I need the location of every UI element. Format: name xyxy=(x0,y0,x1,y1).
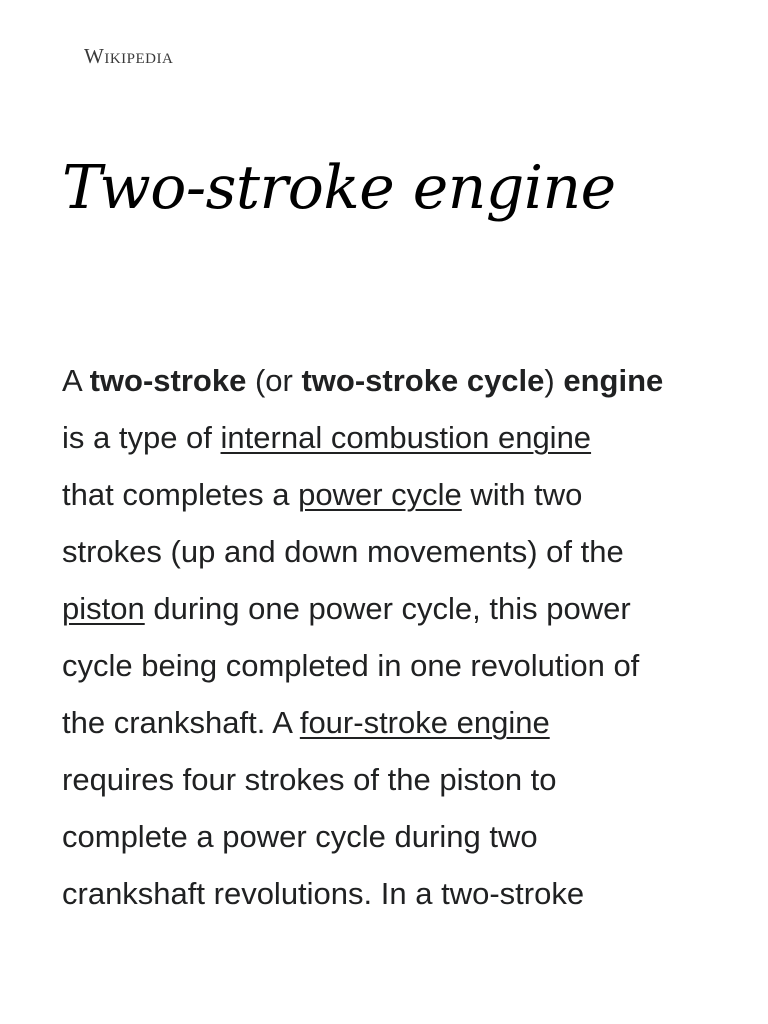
text-line xyxy=(62,352,722,409)
text-run: (or xyxy=(246,363,302,398)
bold-term-two-stroke: two-stroke xyxy=(89,363,247,398)
text-line xyxy=(62,409,722,466)
text-run: that completes a xyxy=(62,477,299,512)
bold-term-engine: engine xyxy=(563,363,664,398)
link-four-stroke-engine[interactable]: four-stroke engine xyxy=(299,705,550,740)
link-piston[interactable]: piston xyxy=(62,591,145,626)
text-run: ) xyxy=(544,363,564,398)
page-title: Two-stroke engine xyxy=(62,153,616,223)
text-line: strokes (up and down movements) of the xyxy=(62,534,624,569)
text-line xyxy=(62,694,722,751)
text-line xyxy=(62,580,722,637)
text-line: complete a power cycle during two xyxy=(62,819,538,854)
text-line: cycle being completed in one revolution of xyxy=(62,648,640,683)
link-power-cycle[interactable]: power cycle xyxy=(298,477,462,512)
text-run: A xyxy=(62,363,90,398)
intro-paragraph xyxy=(62,352,722,922)
bold-term-two-stroke-cycle: two-stroke cycle xyxy=(301,363,545,398)
text-line: crankshaft revolutions. In a two-stroke xyxy=(62,876,585,911)
text-run: during one power cycle, this power xyxy=(144,591,631,626)
link-internal-combustion-engine[interactable]: internal combustion engine xyxy=(220,420,592,455)
wikipedia-wordmark[interactable]: Wikipedia xyxy=(84,44,174,68)
text-line: requires four strokes of the piston to xyxy=(62,762,557,797)
text-run: with two xyxy=(461,477,583,512)
text-run: is a type of xyxy=(62,420,221,455)
text-line xyxy=(62,466,722,523)
text-run: the crankshaft. A xyxy=(62,705,300,740)
